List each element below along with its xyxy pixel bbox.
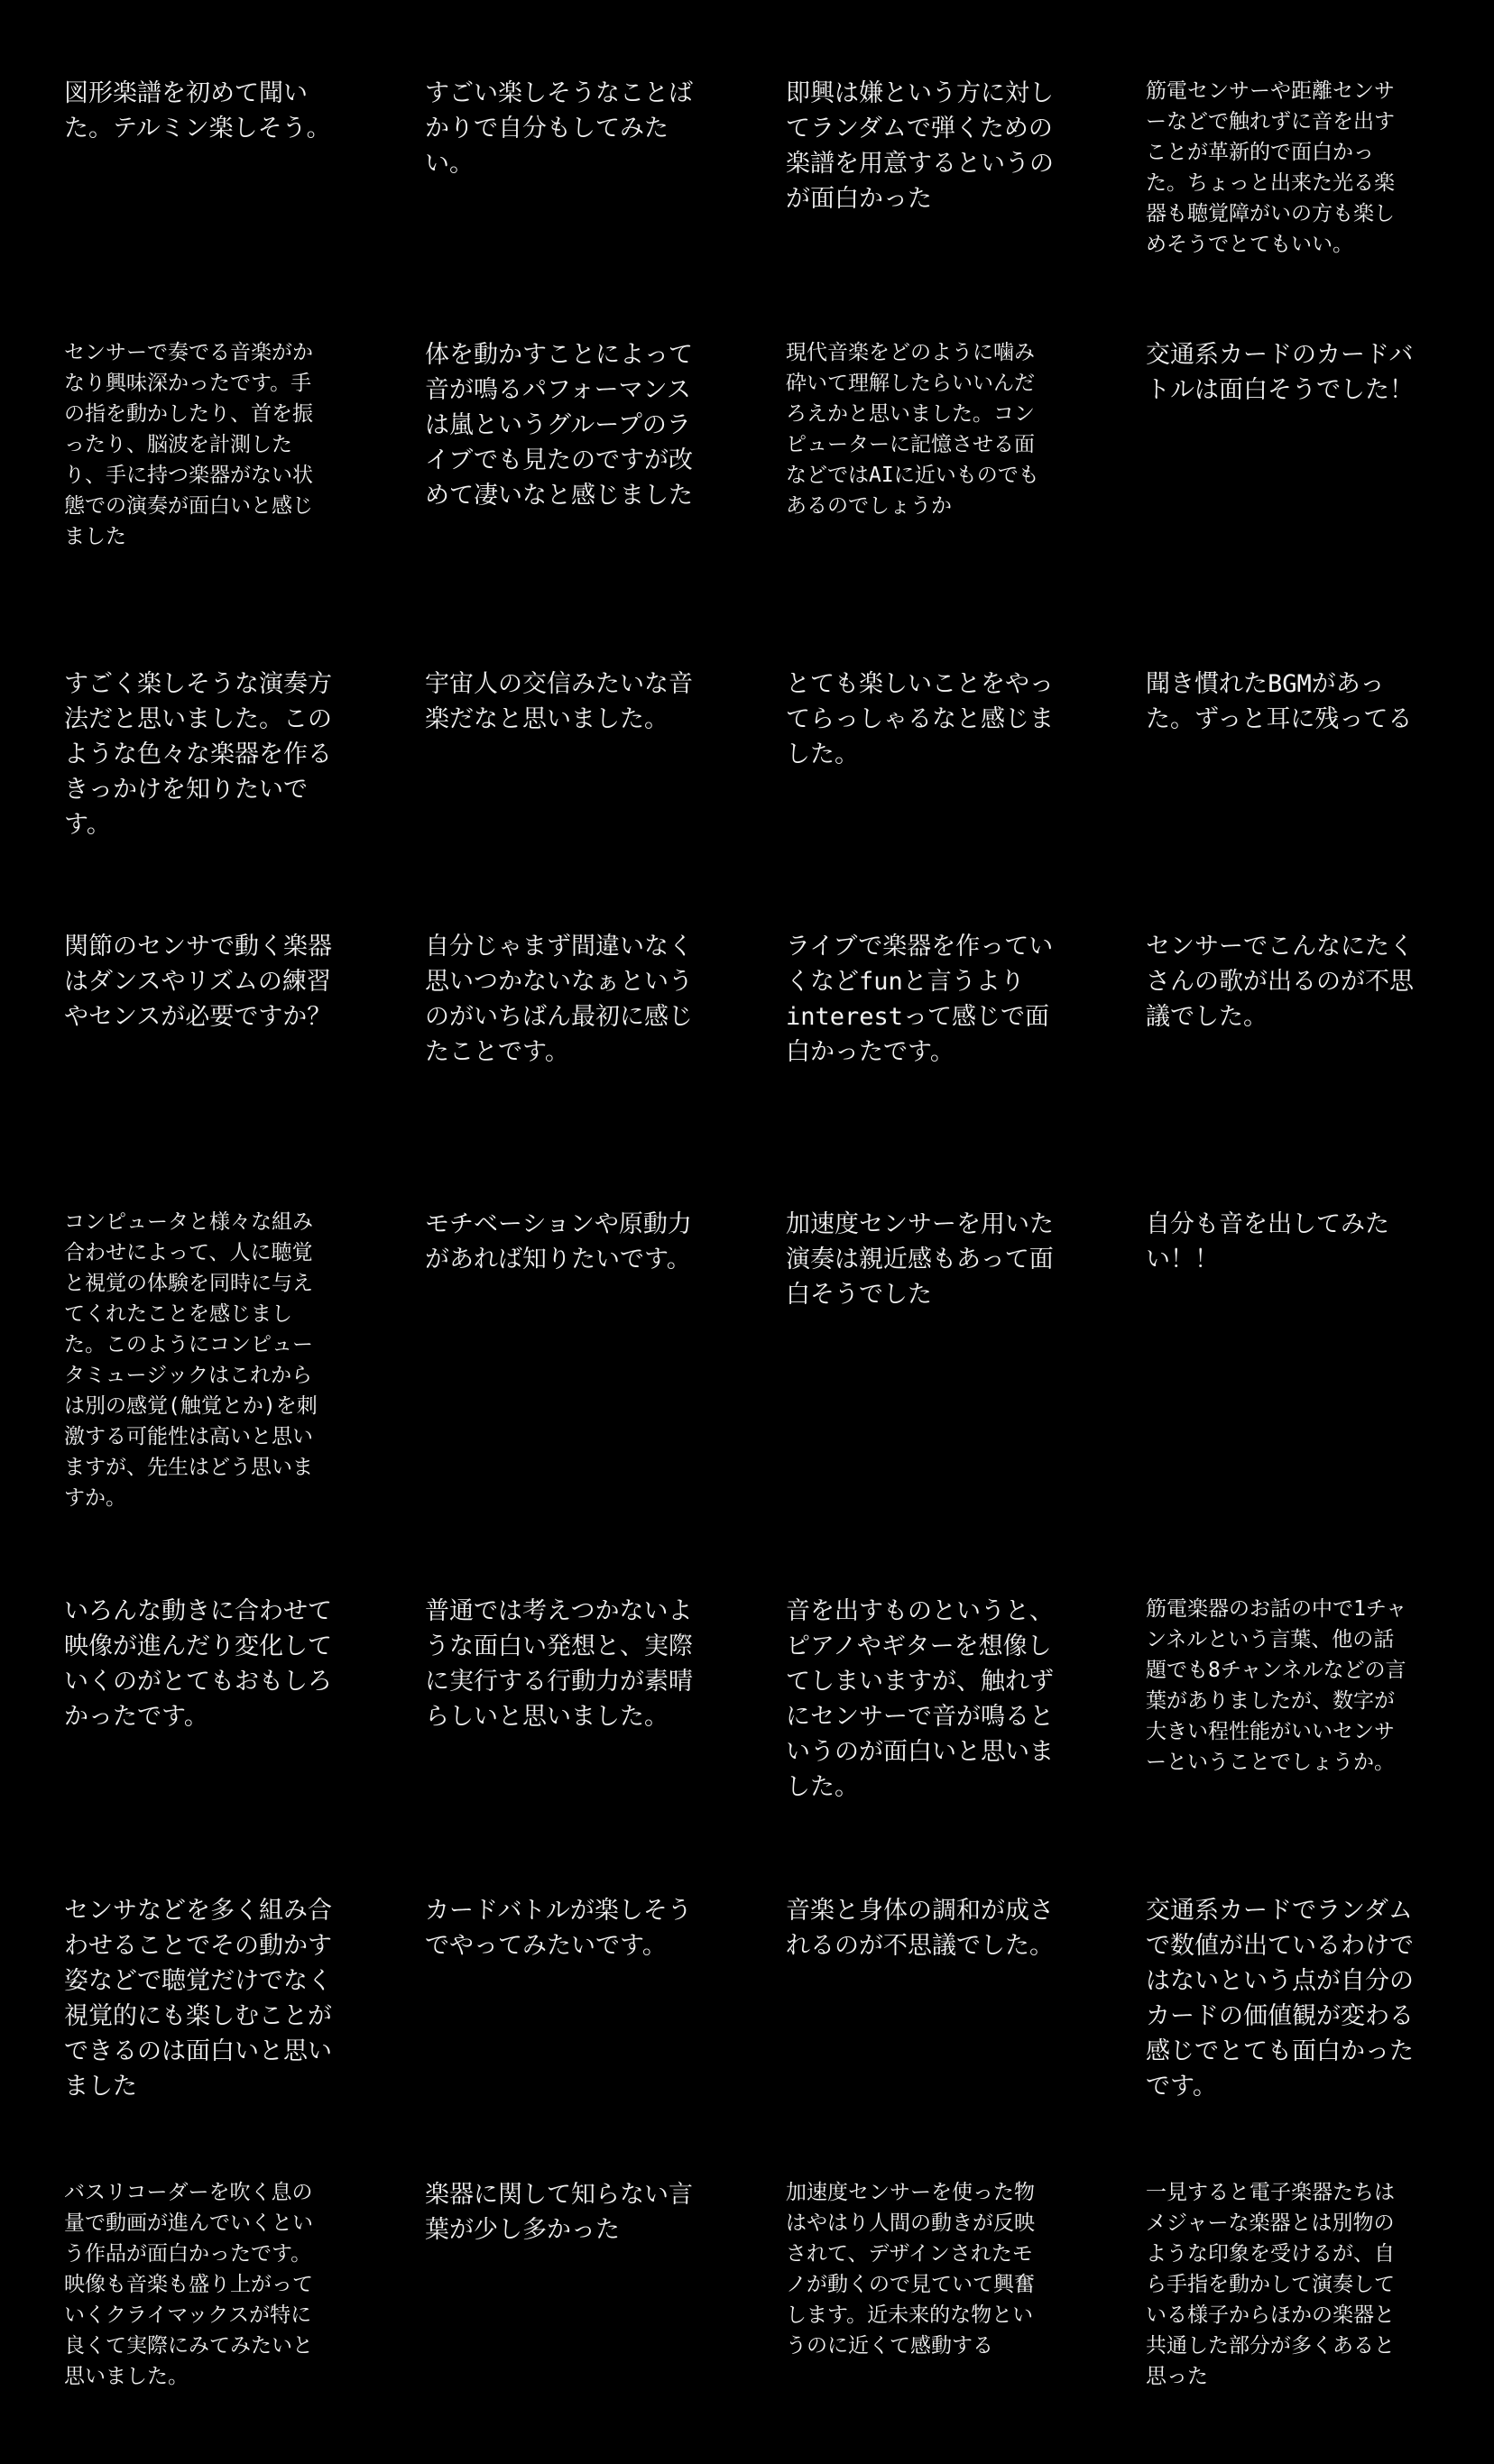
comment-card: 現代音楽をどのように噛み 砕いて理解したらいいんだ ろえかと思いました。コン ピューターに記憶させる面 などではAIに近いものでも あるのでしょうか bbox=[786, 341, 1039, 518]
comment-card: 交通系カードのカードバ トルは面白そうでした！ bbox=[1146, 341, 1414, 404]
comment-card: 関節のセンサで動く楽器 はダンスやリズムの練習 やセンスが必要ですか？ bbox=[64, 933, 332, 1031]
comment-card: 音楽と身体の調和が成さ れるのが不思議でした。 bbox=[786, 1897, 1054, 1960]
comment-card: 音を出すものというと、 ピアノやギターを想像し てしまいますが、触れず にセンサーで音が鳴ると いうのが面白いと思いま した。 bbox=[786, 1597, 1054, 1801]
comment-card: 自分も音を出してみた い！！ bbox=[1146, 1210, 1389, 1273]
comment-card: 加速度センサーを用いた 演奏は親近感もあって面 白そうでした bbox=[786, 1210, 1054, 1309]
comment-card: 楽器に関して知らない言 葉が少し多かった bbox=[425, 2181, 693, 2244]
comment-card: 筋電楽器のお話の中で1チャ ンネルという言葉、他の話 題でも8チャンネルなどの言 葉がありましたが、数字が 大きい程性能がいいセンサ ーということでしょうか。 bbox=[1146, 1597, 1407, 1774]
comment-card: カードバトルが楽しそう でやってみたいです。 bbox=[425, 1897, 692, 1960]
comment-card: 自分じゃまず間違いなく 思いつかないなぁという のがいちばん最初に感じ たことです。 bbox=[425, 933, 693, 1066]
comment-card: 交通系カードでランダム で数値が出ているわけで はないという点が自分の カードの価値観が変わる 感じでとても面白かった です。 bbox=[1146, 1897, 1414, 2101]
comment-card: すごく楽しそうな演奏方 法だと思いました。この ような色々な楽器を作る きっかけを知りたいで す。 bbox=[64, 670, 332, 839]
comment-card: モチベーションや原動力 があれば知りたいです。 bbox=[425, 1210, 692, 1273]
comment-card: 一見すると電子楽器たちは メジャーな楽器とは別物の ような印象を受けるが、自 ら手指を動かして演奏して いる様子からほかの楽器と 共通した部分が多くあると 思った bbox=[1146, 2181, 1395, 2388]
comment-card: とても楽しいことをやっ てらっしゃるなと感じま した。 bbox=[786, 670, 1054, 768]
comment-card: 即興は嫌という方に対し てランダムで弾くための 楽譜を用意するというの が面白かった bbox=[786, 79, 1054, 213]
comment-card: センサなどを多く組み合 わせることでその動かす 姿などで聴覚だけでなく 視覚的にも楽しむことが できるのは面白いと思い ました bbox=[64, 1897, 332, 2101]
comment-card: コンピュータと様々な組み 合わせによって、人に聴覚 と視覚の体験を同時に与え てくれたことを感じまし た。このようにコンピュー タミュージックはこれから は別の感覚(触覚とか)を刺 激する可能性は高いと思い ますが、先生はどう思いま すか。 bbox=[64, 1210, 318, 1510]
comment-card: 加速度センサーを使った物 はやはり人間の動きが反映 されて、デザインされたモ ノが動くので見ていて興奮 します。近未来的な物とい うのに近くて感動する bbox=[786, 2181, 1035, 2358]
comment-card: ライブで楽器を作ってい くなどfunと言うより interestって感じで面 白かったです。 bbox=[786, 933, 1054, 1066]
comment-card: 宇宙人の交信みたいな音 楽だなと思いました。 bbox=[425, 670, 693, 733]
comment-card: 図形楽譜を初めて聞い た。テルミン楽しそう。 bbox=[64, 79, 331, 143]
comment-card: 筋電センサーや距離センサ ーなどで触れずに音を出す ことが革新的で面白かっ た。ちょっと出来た光る楽 器も聴覚障がいの方も楽し めそうでとてもいい。 bbox=[1146, 79, 1395, 256]
comment-card: バスリコーダーを吹く息の 量で動画が進んでいくとい う作品が面白かったです。 映像も音楽も盛り上がって いくクライマックスが特に 良くて実際にみてみたいと 思いました。 bbox=[64, 2181, 313, 2388]
comment-card: 聞き慣れたBGMがあっ た。ずっと耳に残ってる bbox=[1146, 670, 1413, 733]
comment-card: 普通では考えつかないよ うな面白い発想と、実際 に実行する行動力が素晴 らしいと思いました。 bbox=[425, 1597, 693, 1731]
comment-card: 体を動かすことによって 音が鳴るパフォーマンス は嵐というグループのラ イブでも見たのですが改 めて凄いなと感じました bbox=[425, 341, 693, 510]
comment-card: センサーで奏でる音楽がか なり興味深かったです。手 の指を動かしたり、首を振 ったり、脳波を計測した り、手に持つ楽器がない状 態での演奏が面白いと感じ ました bbox=[64, 341, 313, 548]
comment-card: すごい楽しそうなことば かりで自分もしてみた い。 bbox=[425, 79, 693, 178]
comment-card: センサーでこんなにたく さんの歌が出るのが不思 議でした。 bbox=[1146, 933, 1414, 1031]
comment-card: いろんな動きに合わせて 映像が進んだり変化して いくのがとてもおもしろ かったです。 bbox=[64, 1597, 332, 1731]
